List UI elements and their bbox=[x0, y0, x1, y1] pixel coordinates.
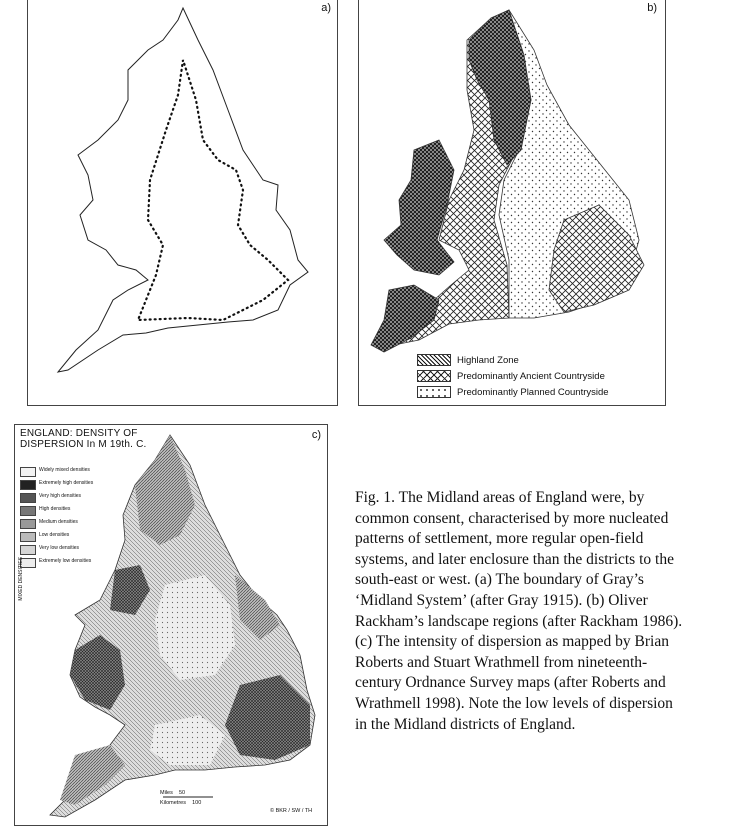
c-legend-swatch-5 bbox=[20, 532, 36, 542]
c-legend-swatch-1 bbox=[20, 480, 36, 490]
panel-a-label: a) bbox=[321, 2, 331, 14]
panel-b-legend bbox=[417, 352, 609, 400]
scale-miles-value: 50 bbox=[178, 790, 186, 796]
legend-row-ancient bbox=[417, 368, 609, 384]
panel-c-title-line2: DISPERSION In M 19th. C. bbox=[20, 439, 147, 450]
legend-label-planned: Predominantly Planned Countryside bbox=[457, 386, 609, 398]
england-outline-map-a bbox=[28, 0, 338, 406]
scale-miles-label: Miles bbox=[160, 790, 173, 796]
panel-c-label: c) bbox=[311, 429, 321, 441]
c-legend-row-0 bbox=[20, 467, 93, 477]
c-legend-swatch-3 bbox=[20, 506, 36, 516]
c-legend-label-7: Extremely low densities bbox=[39, 558, 92, 564]
c-legend-row-6 bbox=[20, 545, 93, 555]
c-legend-label-5: Low densities bbox=[39, 532, 70, 538]
c-legend-swatch-4 bbox=[20, 519, 36, 529]
c-legend-row-5 bbox=[20, 532, 93, 542]
c-legend-swatch-0 bbox=[20, 467, 36, 477]
legend-label-ancient: Predominantly Ancient Countryside bbox=[457, 370, 605, 382]
landscape-regions-map-b bbox=[359, 0, 666, 406]
map-c-scale bbox=[160, 790, 201, 806]
legend-row-highland bbox=[417, 352, 609, 368]
legend-swatch-highland bbox=[417, 354, 451, 366]
panel-c-legend bbox=[20, 467, 93, 571]
c-legend-swatch-2 bbox=[20, 493, 36, 503]
c-legend-label-4: Medium densities bbox=[39, 519, 78, 525]
figure-panel-b bbox=[358, 0, 666, 406]
c-legend-label-2: Very high densities bbox=[39, 493, 81, 499]
c-legend-label-1: Extremely high densities bbox=[39, 480, 94, 486]
figure-panel-c bbox=[14, 424, 328, 826]
c-legend-label-0: Widely mixed densities bbox=[39, 467, 90, 473]
c-legend-row-7 bbox=[20, 558, 93, 568]
legend-label-highland: Highland Zone bbox=[457, 354, 519, 366]
c-legend-swatch-6 bbox=[20, 545, 36, 555]
c-legend-row-4 bbox=[20, 519, 93, 529]
c-legend-label-3: High densities bbox=[39, 506, 71, 512]
england-wales-coastline bbox=[58, 8, 308, 372]
region-highland-zone-wales bbox=[384, 140, 454, 275]
c-legend-row-2 bbox=[20, 493, 93, 503]
legend-swatch-planned bbox=[417, 386, 451, 398]
scale-km-value: 100 bbox=[192, 800, 202, 806]
legend-swatch-ancient bbox=[417, 370, 451, 382]
c-legend-label-6: Very low densities bbox=[39, 545, 80, 551]
map-c-credit: © BKR / SW / TH bbox=[270, 808, 313, 814]
figure-panel-a bbox=[27, 0, 338, 406]
midland-system-boundary bbox=[138, 60, 288, 320]
panel-c-title-line1: ENGLAND: DENSITY OF bbox=[20, 428, 138, 439]
c-legend-row-1 bbox=[20, 480, 93, 490]
figure-caption: Fig. 1. The Midland areas of England were, by common consent, characterised by more nucleated patterns of settlement, more regular open-field systems, and later enclosure than the districts to the south-east or west. (a) The boundary of Gray’s ‘Midland System’ (after Gray 1915). (b) Oliver Rackham’s landscape regions (after Rackham 1986). (c) The intensity of dispersion as mapped by Brian Roberts and Stuart Wrathmell from nineteenth-century Ordnance Survey maps (after Roberts and Wrathmell 1998). Note the low levels of dispersion in the Midland districts of England. bbox=[355, 489, 683, 733]
panel-b-label: b) bbox=[647, 2, 657, 14]
legend-row-planned bbox=[417, 384, 609, 400]
scale-km-label: Kilometres bbox=[160, 800, 186, 806]
c-legend-row-3 bbox=[20, 506, 93, 516]
c-mixed-densities-label: MIXED DENSITIES bbox=[18, 557, 24, 601]
